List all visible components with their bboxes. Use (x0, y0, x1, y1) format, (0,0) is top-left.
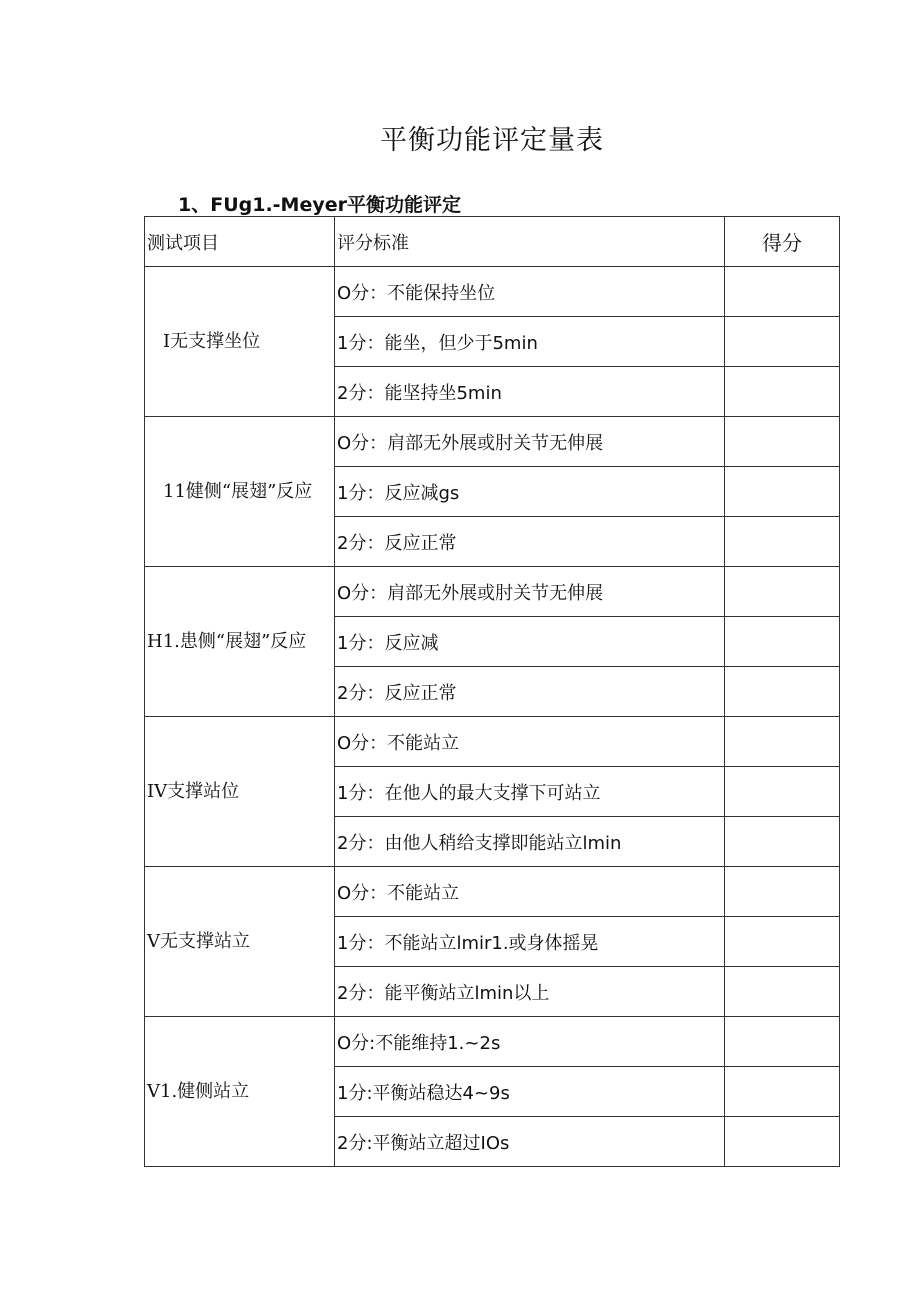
score-input-cell[interactable] (725, 917, 840, 967)
score-input-cell[interactable] (725, 717, 840, 767)
balance-assessment-table (144, 216, 840, 1167)
table-row (145, 567, 840, 617)
table-row (145, 867, 840, 917)
test-item-cell: V无支撑站立 (145, 867, 335, 1017)
criteria-cell: 1分：反应减gs (335, 467, 725, 517)
test-item-cell: H1.患侧“展翅”反应 (145, 567, 335, 717)
header-test-item: 测试项目 (145, 217, 335, 267)
score-input-cell[interactable] (725, 367, 840, 417)
table-row (145, 267, 840, 317)
criteria-cell: O分：不能保持坐位 (335, 267, 725, 317)
score-input-cell[interactable] (725, 1067, 840, 1117)
test-item-cell: IV支撑站位 (145, 717, 335, 867)
table-row (145, 1017, 840, 1067)
score-input-cell[interactable] (725, 817, 840, 867)
criteria-cell: 2分：能平衡站立lmin以上 (335, 967, 725, 1017)
score-input-cell[interactable] (725, 1117, 840, 1167)
criteria-cell: O分：不能站立 (335, 717, 725, 767)
criteria-cell: O分：肩部无外展或肘关节无伸展 (335, 417, 725, 467)
page-title: 平衡功能评定量表 (380, 125, 604, 156)
criteria-cell: 2分：反应正常 (335, 667, 725, 717)
criteria-cell: 1分：不能站立lmir1.或身体摇晃 (335, 917, 725, 967)
score-input-cell[interactable] (725, 417, 840, 467)
score-input-cell[interactable] (725, 667, 840, 717)
score-input-cell[interactable] (725, 467, 840, 517)
score-input-cell[interactable] (725, 967, 840, 1017)
header-score: 得分 (725, 217, 840, 267)
criteria-cell: 2分：能坚持坐5min (335, 367, 725, 417)
section-heading: 1、FUg1.-Meyer平衡功能评定 (178, 194, 461, 216)
header-criteria: 评分标准 (335, 217, 725, 267)
score-input-cell[interactable] (725, 517, 840, 567)
table-row (145, 417, 840, 467)
score-input-cell[interactable] (725, 767, 840, 817)
score-input-cell[interactable] (725, 567, 840, 617)
score-input-cell[interactable] (725, 267, 840, 317)
table-row (145, 717, 840, 767)
criteria-cell: 2分：由他人稍给支撑即能站立lmin (335, 817, 725, 867)
score-input-cell[interactable] (725, 617, 840, 667)
score-input-cell[interactable] (725, 867, 840, 917)
test-item-cell: V1.健侧站立 (145, 1017, 335, 1167)
test-item-cell: I无支撑坐位 (145, 267, 335, 417)
score-input-cell[interactable] (725, 1017, 840, 1067)
score-input-cell[interactable] (725, 317, 840, 367)
test-item-cell: 11健侧“展翅”反应 (145, 417, 335, 567)
criteria-cell: 1分：反应减 (335, 617, 725, 667)
criteria-cell: O分：不能站立 (335, 867, 725, 917)
criteria-cell: 1分：在他人的最大支撑下可站立 (335, 767, 725, 817)
criteria-cell: O分：肩部无外展或肘关节无伸展 (335, 567, 725, 617)
criteria-cell: 1分：能坐，但少于5min (335, 317, 725, 367)
criteria-cell: O分:不能维持1.~2s (335, 1017, 725, 1067)
criteria-cell: 2分：反应正常 (335, 517, 725, 567)
table-header-row (145, 217, 840, 267)
criteria-cell: 2分:平衡站立超过IOs (335, 1117, 725, 1167)
criteria-cell: 1分:平衡站稳达4~9s (335, 1067, 725, 1117)
